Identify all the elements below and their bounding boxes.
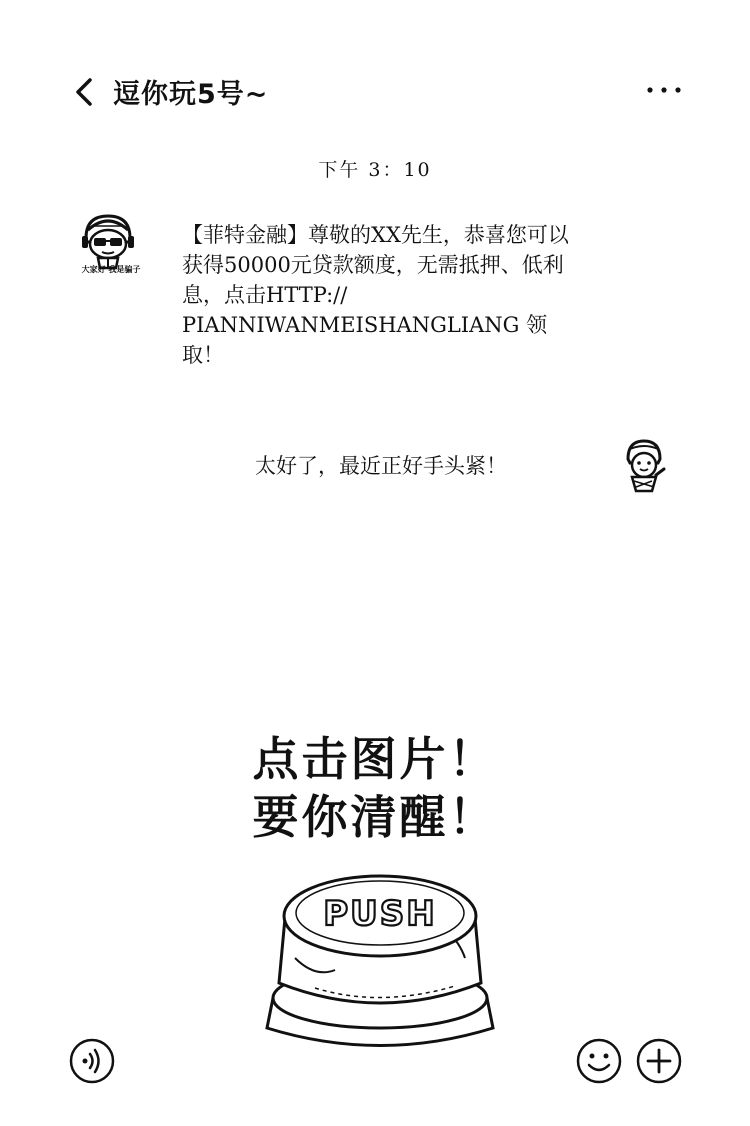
chat-title: 逗你玩5号~: [113, 79, 269, 110]
incoming-message[interactable]: [182, 220, 582, 370]
incoming-message-link[interactable]: PIANNIWANMEISHANGLIANG 领取！: [182, 313, 548, 367]
user-avatar[interactable]: [618, 437, 670, 495]
plus-button[interactable]: [635, 1037, 683, 1085]
more-dots-icon: [644, 72, 684, 108]
push-label: PUSH: [323, 894, 437, 934]
plus-icon: [635, 1037, 683, 1085]
chevron-left-icon: [70, 72, 100, 112]
incoming-message-text: 【菲特金融】尊敬的XX先生，恭喜您可以获得50000元贷款额度，无需抵押、低利息，点击HTTP://: [182, 223, 569, 307]
voice-button[interactable]: [68, 1037, 116, 1085]
message-timestamp: 下午 3：10: [318, 159, 432, 181]
avatar-caption: 大家好 我是骗子: [81, 265, 141, 274]
push-button-graphic: [255, 858, 505, 1058]
emoji-icon: [575, 1037, 623, 1085]
voice-icon: [68, 1037, 116, 1085]
emoji-button[interactable]: [575, 1037, 623, 1085]
back-button[interactable]: [70, 72, 100, 112]
more-button[interactable]: [644, 72, 684, 108]
promo-subheadline: 要你清醒！: [252, 790, 498, 844]
girl-avatar-icon: [618, 437, 670, 495]
promo-headline: 点击图片！: [252, 732, 498, 786]
push-button[interactable]: [255, 858, 505, 1058]
outgoing-message[interactable]: 太好了，最近正好手头紧！: [255, 454, 507, 478]
